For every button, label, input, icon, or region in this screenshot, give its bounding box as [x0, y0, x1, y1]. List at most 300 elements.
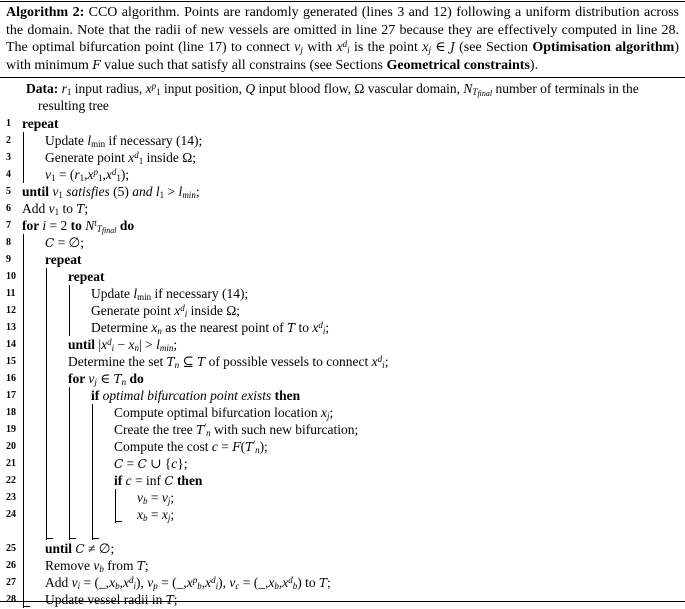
block-bar	[69, 421, 88, 438]
text-segment: 1	[156, 87, 161, 97]
line-number: 11	[6, 288, 16, 299]
block-bar	[23, 438, 42, 455]
line-number: 27	[6, 577, 16, 588]
text-segment: with	[302, 40, 337, 55]
text-segment: final	[477, 89, 493, 98]
text-segment: = inf	[131, 473, 165, 488]
line-content	[111, 438, 268, 455]
math-symbol: T	[76, 202, 85, 216]
algorithm-line	[0, 540, 685, 557]
text-segment: of possible vessels to connect	[205, 354, 372, 369]
text-segment: i	[382, 360, 385, 370]
algorithm-line	[0, 421, 685, 438]
text-segment: 1	[58, 190, 63, 200]
text-segment: l	[133, 286, 138, 301]
line-content	[42, 574, 331, 591]
text-segment: ⊆	[179, 354, 198, 369]
line-number: 4	[6, 169, 11, 180]
text-segment: j	[167, 513, 171, 523]
line-content	[19, 183, 200, 200]
block-bar	[92, 438, 111, 455]
line-content	[65, 370, 144, 387]
text-segment: x	[205, 575, 212, 590]
text-segment: (see Section	[454, 40, 533, 55]
line-content	[134, 506, 174, 523]
text-segment: T	[472, 87, 478, 97]
text-segment: ;	[170, 490, 175, 505]
line-content	[111, 523, 114, 540]
math-symbol: C	[75, 542, 85, 556]
text-segment: p	[93, 167, 98, 177]
block-bar	[46, 319, 65, 336]
text-segment: v	[71, 575, 78, 590]
text-segment: b	[115, 581, 120, 591]
text-segment: with such new bifurcation;	[210, 422, 359, 437]
algorithm-line	[0, 472, 685, 489]
math-symbol: C	[137, 457, 147, 471]
text-segment: satisfies	[62, 184, 114, 199]
algorithm-line	[0, 591, 685, 608]
algorithm-line	[0, 370, 685, 387]
text-segment: Remove	[45, 558, 94, 573]
block-bar	[46, 506, 65, 523]
text-segment: until	[45, 541, 76, 556]
text-segment: x	[282, 575, 289, 590]
text-segment: v	[147, 575, 154, 590]
text-segment: CCO algorithm. Points are randomly generated (lines 3 and 12) following a uniform distribution across the domain. Note that the radii of new vessels are omitted in line 27 because they are effectively computed in line 28. The optimal bifurcation point (line 17) to connect	[6, 5, 679, 55]
math-symbol: T	[197, 355, 206, 369]
math-symbol: F	[92, 57, 101, 72]
block-bar	[69, 285, 88, 302]
block-bar	[115, 489, 134, 506]
math-symbol: T	[165, 593, 174, 607]
text-segment: min	[182, 190, 196, 200]
text-segment: d	[107, 337, 112, 347]
block-bar	[69, 319, 88, 336]
text-segment: final	[101, 226, 117, 235]
text-segment: (	[240, 439, 246, 454]
text-segment: v	[93, 558, 100, 573]
block-bar	[23, 166, 42, 183]
line-content	[111, 404, 333, 421]
text-segment: Add	[22, 201, 49, 216]
text-segment: n	[206, 428, 211, 438]
text-segment: ,	[201, 575, 206, 590]
text-segment: number of terminals in the resulting tree	[38, 81, 639, 113]
block-bar	[46, 285, 65, 302]
text-segment: Q	[245, 81, 256, 96]
algorithm-caption	[0, 2, 685, 78]
text-segment: ) to	[297, 575, 319, 590]
text-segment: d	[211, 575, 216, 585]
algorithm-line	[0, 166, 685, 183]
text-segment: N	[463, 81, 473, 96]
line-content	[65, 268, 105, 285]
text-segment: j	[428, 45, 431, 55]
text-segment: ),	[136, 575, 148, 590]
line-number: 1	[6, 118, 11, 129]
text-segment: Update vessel radii in	[45, 592, 166, 607]
text-segment: min	[159, 343, 174, 353]
algorithm-line	[0, 285, 685, 302]
text-segment: ) with minimum	[6, 40, 680, 73]
text-segment: inside Ω;	[187, 303, 241, 318]
block-bar	[23, 421, 42, 438]
text-segment: ≠ ∅;	[84, 541, 115, 556]
block-bar	[69, 387, 88, 404]
block-bar	[69, 455, 88, 472]
math-symbol: T	[319, 576, 328, 590]
block-bar	[69, 489, 88, 506]
line-content	[42, 540, 114, 557]
text-segment: as the nearest point of	[161, 320, 288, 335]
block-bar	[46, 523, 65, 540]
block-bar	[69, 523, 88, 540]
line-number: 19	[6, 424, 16, 435]
text-segment: for	[68, 371, 89, 386]
text-segment: until	[68, 337, 99, 352]
text-segment: Data:	[26, 81, 62, 96]
text-segment: d	[342, 39, 348, 49]
text-segment: t	[94, 218, 97, 228]
text-segment: r	[61, 81, 67, 96]
block-bar	[46, 370, 65, 387]
block-bar	[92, 421, 111, 438]
text-segment: ;	[325, 320, 330, 335]
text-segment: T	[96, 224, 102, 234]
line-content	[42, 251, 82, 268]
block-bar	[23, 404, 42, 421]
text-segment: ;	[84, 201, 89, 216]
algorithm-line	[0, 149, 685, 166]
line-content	[42, 234, 84, 251]
line-content	[19, 217, 134, 234]
text-segment: value such that satisfy all constrains (see Sections	[100, 57, 387, 73]
text-segment: v	[48, 201, 55, 216]
block-bar	[92, 455, 111, 472]
algorithm-data-line	[0, 78, 685, 114]
text-segment: if	[91, 388, 103, 403]
line-number: 24	[6, 509, 16, 520]
text-segment: ).	[529, 57, 539, 73]
line-number: 21	[6, 458, 16, 469]
text-segment: x	[87, 167, 94, 182]
text-segment: x	[128, 150, 135, 165]
algorithm-line	[0, 268, 685, 285]
text-segment: Compute optimal bifurcation location	[114, 405, 321, 420]
text-segment: | >	[138, 337, 157, 352]
block-bar	[46, 353, 65, 370]
text-segment: d	[288, 575, 293, 585]
algorithm-line	[0, 217, 685, 234]
text-segment: = (_,	[157, 575, 187, 590]
text-segment: v	[52, 184, 59, 199]
block-bar	[92, 506, 111, 523]
text-segment: i	[184, 309, 188, 319]
algorithm-line	[0, 574, 685, 591]
text-segment: Update	[45, 133, 88, 148]
block-bar	[23, 591, 42, 608]
line-content	[88, 319, 329, 336]
algorithm-line	[0, 387, 685, 404]
text-segment: l	[156, 337, 160, 352]
text-segment: b	[99, 564, 104, 574]
text-segment: x	[336, 40, 343, 55]
block-bar	[92, 472, 111, 489]
text-segment: Generate point	[91, 303, 175, 318]
text-segment: x	[371, 354, 378, 369]
text-segment: input blood flow, Ω vascular domain,	[255, 81, 464, 96]
text-segment: = 2	[46, 218, 71, 233]
text-segment: j	[94, 377, 97, 387]
math-symbol: T	[136, 559, 145, 573]
text-segment: from	[103, 558, 137, 573]
math-symbol: T	[113, 372, 122, 386]
text-segment: = (	[55, 167, 75, 182]
line-number: 12	[6, 305, 16, 316]
text-segment: );	[259, 439, 268, 454]
text-segment: c	[211, 439, 218, 454]
algorithm-line	[0, 523, 685, 540]
block-bar	[46, 438, 65, 455]
line-number: 13	[6, 322, 16, 333]
block-bar	[23, 268, 42, 285]
text-segment: 1	[54, 207, 60, 217]
algorithm-line	[0, 489, 685, 506]
block-bar	[23, 149, 42, 166]
text-segment: d	[129, 575, 134, 585]
line-content	[42, 557, 149, 574]
algorithm-lines	[0, 115, 685, 608]
line-content	[65, 353, 388, 370]
text-segment: x	[101, 337, 108, 352]
block-bar	[23, 557, 42, 574]
block-bar	[23, 574, 42, 591]
text-segment: to	[70, 218, 86, 233]
text-segment: ;	[327, 575, 331, 590]
text-segment: for	[22, 218, 43, 233]
text-segment: 1	[98, 173, 103, 183]
block-bar	[46, 387, 65, 404]
text-segment: Compute the cost	[114, 439, 212, 454]
line-content	[19, 115, 59, 132]
math-symbol: J	[449, 40, 455, 54]
text-segment: c	[235, 581, 240, 591]
text-segment: n	[134, 343, 139, 353]
algorithm-line	[0, 438, 685, 455]
block-bar	[23, 540, 42, 557]
text-segment: Create the tree	[114, 422, 197, 437]
block-bar	[46, 336, 65, 353]
text-segment: n	[157, 326, 162, 336]
block-bar	[23, 472, 42, 489]
line-number	[0, 523, 19, 540]
text-segment: = ∅;	[54, 235, 85, 250]
text-segment: to	[295, 320, 313, 335]
text-segment: if necessary (14);	[105, 133, 203, 148]
block-bar	[69, 506, 88, 523]
block-bar	[23, 455, 42, 472]
text-segment: N	[85, 218, 95, 233]
text-segment: min	[137, 292, 152, 302]
text-segment: c	[171, 456, 178, 471]
line-number: 2	[6, 135, 11, 146]
text-segment: ,	[102, 167, 106, 182]
text-segment: Determine the set	[68, 354, 167, 369]
text-segment: do	[116, 218, 135, 233]
text-segment: Geometrical constraints	[386, 57, 530, 73]
block-bar	[92, 404, 111, 421]
text-segment: x	[174, 303, 181, 318]
text-segment: ;	[170, 507, 175, 522]
text-segment: 1	[159, 190, 165, 200]
line-content	[42, 149, 196, 166]
text-segment: j	[300, 45, 303, 55]
block-bar	[46, 489, 65, 506]
text-segment: );	[120, 167, 130, 182]
text-segment: d	[134, 150, 139, 160]
text-segment: Determine	[91, 320, 152, 335]
text-segment: j	[167, 496, 171, 506]
text-segment: 1	[116, 173, 121, 183]
text-segment: Algorithm 2:	[6, 5, 85, 20]
text-segment: x	[186, 575, 193, 590]
line-content	[88, 387, 300, 404]
text-segment: to	[59, 201, 77, 216]
line-content	[111, 455, 188, 472]
text-segment: ∈	[430, 40, 450, 55]
block-bar	[46, 455, 65, 472]
text-segment: |	[98, 337, 102, 352]
text-segment: do	[126, 371, 144, 386]
text-segment: j	[326, 411, 330, 421]
text-segment: until	[22, 184, 53, 199]
block-bar	[23, 489, 42, 506]
text-segment: ′	[204, 422, 207, 432]
text-segment: p	[151, 81, 157, 91]
text-segment: 1	[79, 173, 85, 183]
block-bar	[23, 285, 42, 302]
algorithm-line	[0, 234, 685, 251]
line-number: 25	[6, 543, 16, 554]
text-segment: then	[173, 473, 203, 488]
algorithm-line	[0, 183, 685, 200]
text-segment: x	[161, 507, 168, 522]
text-segment: v	[294, 40, 301, 55]
block-bar	[92, 489, 111, 506]
text-segment: repeat	[68, 269, 105, 284]
text-segment: x	[123, 575, 129, 590]
text-segment: r	[74, 167, 80, 182]
algorithm-line	[0, 557, 685, 574]
algorithm-line	[0, 506, 685, 523]
line-number: 18	[6, 407, 16, 418]
block-bar	[69, 404, 88, 421]
line-number: 7	[6, 220, 11, 231]
line-number: 8	[6, 237, 11, 248]
math-symbol: C	[114, 457, 124, 471]
block-bar	[23, 353, 42, 370]
line-number: 3	[6, 152, 11, 163]
text-segment: =	[123, 456, 138, 471]
line-content	[134, 489, 174, 506]
text-segment: Optimisation algorithm	[532, 40, 675, 55]
math-symbol: T	[166, 355, 175, 369]
text-segment: v	[137, 490, 143, 505]
text-segment: Generate point	[45, 150, 129, 165]
text-segment: v	[229, 575, 236, 590]
block-bar	[23, 506, 42, 523]
text-segment: n	[255, 445, 260, 455]
block-bar	[23, 523, 42, 540]
algorithm-line	[0, 336, 685, 353]
line-number: 16	[6, 373, 16, 384]
text-segment: repeat	[22, 116, 59, 131]
algorithm-line	[0, 115, 685, 132]
text-segment: ;	[384, 354, 389, 369]
block-bar	[23, 302, 42, 319]
text-segment: if	[114, 473, 126, 488]
text-segment: d	[377, 354, 383, 364]
text-segment: repeat	[45, 252, 82, 267]
algorithm-line	[0, 132, 685, 149]
math-symbol: T	[245, 440, 254, 454]
text-segment: x	[151, 320, 158, 335]
text-segment: b	[143, 496, 148, 506]
algorithm-box	[0, 1, 685, 607]
text-segment: ;	[329, 405, 334, 420]
line-number: 20	[6, 441, 16, 452]
line-number: 6	[6, 203, 11, 214]
text-segment: x	[268, 575, 275, 590]
text-segment: b	[197, 581, 202, 591]
text-segment: ;	[173, 592, 178, 607]
text-segment: is the point	[349, 40, 423, 55]
text-segment: ),	[218, 575, 230, 590]
text-segment: and l	[132, 184, 160, 199]
text-segment: ;	[144, 558, 149, 573]
block-bar	[46, 472, 65, 489]
text-segment: c	[125, 473, 132, 488]
text-segment: v	[88, 371, 95, 386]
text-segment: i	[111, 343, 115, 353]
line-content	[111, 421, 358, 438]
text-segment: x	[320, 405, 327, 420]
text-segment: p	[153, 581, 158, 591]
text-segment: };	[177, 456, 188, 471]
text-segment: i	[347, 45, 350, 55]
line-number: 28	[6, 594, 16, 605]
text-segment: n	[174, 360, 180, 370]
text-segment: n	[121, 377, 127, 387]
text-segment: ∪ {	[146, 456, 172, 471]
text-segment: if necessary (14);	[151, 286, 249, 301]
math-symbol: T	[196, 423, 205, 437]
text-segment: −	[114, 337, 129, 352]
line-content	[88, 302, 240, 319]
text-segment: ∈	[96, 371, 114, 386]
text-segment: x	[422, 40, 429, 55]
text-segment: 1	[138, 156, 144, 166]
text-segment: p	[192, 575, 198, 585]
algorithm-line	[0, 302, 685, 319]
text-segment: ;	[195, 184, 200, 199]
text-segment: ,	[84, 167, 88, 182]
text-segment: x	[128, 337, 135, 352]
math-symbol: C	[45, 236, 55, 250]
block-bar	[23, 132, 42, 149]
math-symbol: C	[164, 474, 174, 488]
